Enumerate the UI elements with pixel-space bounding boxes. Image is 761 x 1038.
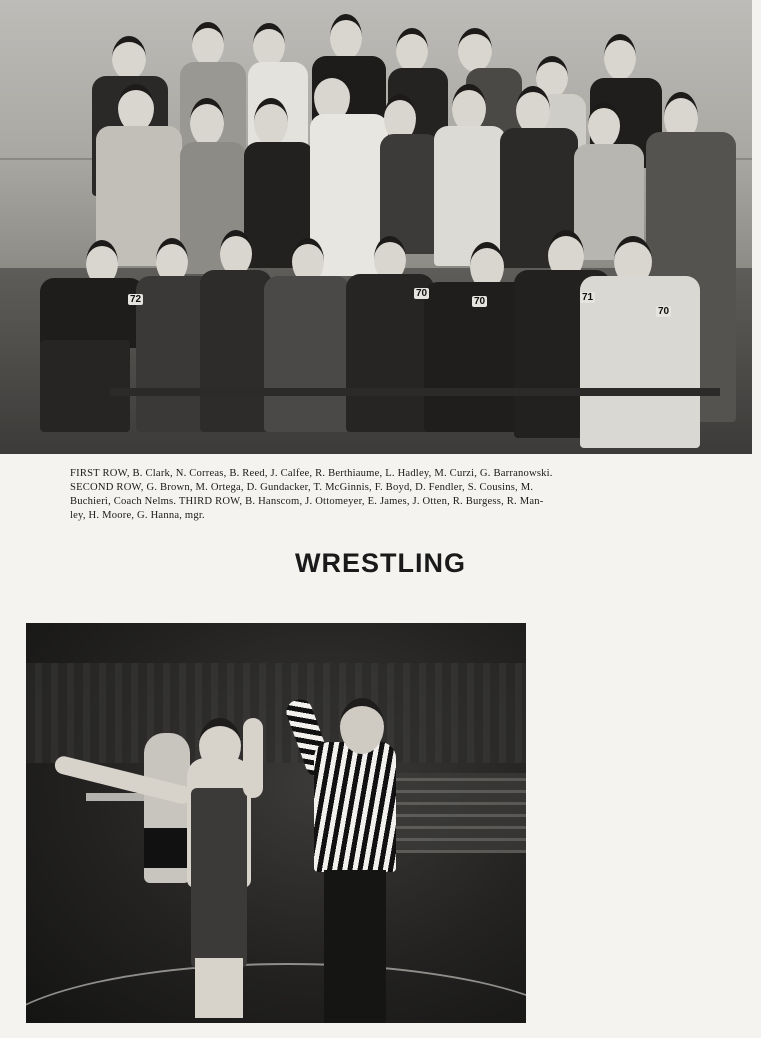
jersey-number: 70 xyxy=(474,296,486,307)
crowd xyxy=(26,663,526,763)
head xyxy=(588,102,620,148)
winning-wrestler xyxy=(181,718,259,1018)
head xyxy=(112,36,146,80)
caption-line: ley, H. Moore, G. Hanna, mgr. xyxy=(70,510,205,521)
head xyxy=(452,84,486,132)
wrestler-singlet xyxy=(191,788,247,968)
jersey-number: 70 xyxy=(658,306,670,317)
referee xyxy=(296,698,406,1023)
referee-head xyxy=(340,698,384,754)
head xyxy=(190,98,224,146)
caption-line: Buchieri, Coach Nelms. THIRD ROW, B. Hanscom, J. Ottomeyer, E. James, J. Otten, R. Burgess, R. Man- xyxy=(70,496,544,507)
jersey-number: 72 xyxy=(130,294,142,305)
caption-line: SECOND ROW, G. Brown, M. Ortega, D. Gundacker, T. McGinnis, F. Boyd, D. Fendler, S. Cousins, M. xyxy=(70,482,534,493)
raised-arm xyxy=(243,718,263,798)
team-member xyxy=(264,276,350,432)
head xyxy=(118,84,154,132)
match-photo xyxy=(26,623,526,1023)
wrestler-legs xyxy=(195,958,243,1018)
team-photo xyxy=(0,0,752,454)
team-member-legs xyxy=(40,340,130,432)
mat-circle xyxy=(26,963,526,1023)
section-heading: WRESTLING xyxy=(295,548,466,578)
head xyxy=(604,34,636,80)
bleachers xyxy=(396,773,526,853)
head xyxy=(396,28,428,72)
team-member xyxy=(40,278,144,348)
caption-line: FIRST ROW, B. Clark, N. Correas, B. Reed, J. Calfee, R. Berthiaume, L. Hadley, M. Curzi, G. Barranowski. xyxy=(70,468,553,479)
jersey-number: 70 xyxy=(416,288,428,299)
head xyxy=(458,28,492,72)
head xyxy=(254,98,288,146)
referee-striped-shirt xyxy=(314,742,396,872)
referee-pants xyxy=(324,870,386,1023)
wrestler-head xyxy=(199,718,241,772)
head xyxy=(516,86,550,134)
head xyxy=(253,23,285,67)
team-members xyxy=(0,0,752,454)
bench xyxy=(110,388,720,396)
photo-caption xyxy=(70,467,730,523)
jersey-number: 71 xyxy=(582,292,594,303)
head xyxy=(330,14,362,60)
head xyxy=(192,22,224,66)
team-member xyxy=(580,276,700,448)
team-member xyxy=(200,270,272,432)
